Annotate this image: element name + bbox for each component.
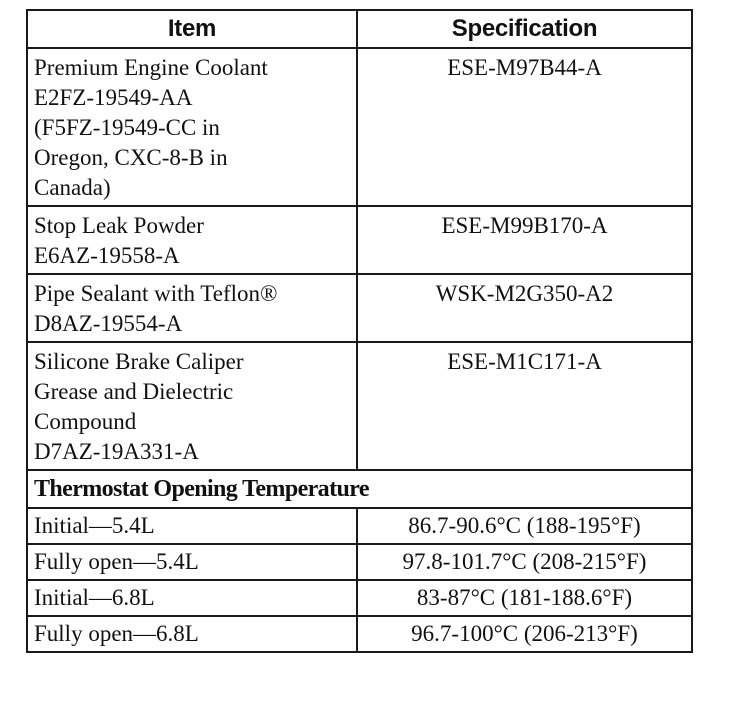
header-item: Item xyxy=(27,10,357,48)
item-cell: Premium Engine Coolant E2FZ-19549-AA (F5FZ-19549-CC in Oregon, CXC-8-B in Canada) xyxy=(27,48,357,206)
spec-cell: 97.8-101.7°C (208-215°F) xyxy=(357,544,692,580)
table-row-temp xyxy=(27,544,692,580)
table-header-row xyxy=(27,10,692,48)
item-cell: Silicone Brake Caliper Grease and Dielectric Compound D7AZ-19A331-A xyxy=(27,342,357,470)
specification-table xyxy=(26,9,693,653)
table-row-brake-grease xyxy=(27,342,692,470)
item-cell: Initial—6.8L xyxy=(27,580,357,616)
item-cell: Fully open—6.8L xyxy=(27,616,357,652)
item-cell: Stop Leak Powder E6AZ-19558-A xyxy=(27,206,357,274)
spec-cell: ESE-M97B44-A xyxy=(357,48,692,206)
spec-cell: 83-87°C (181-188.6°F) xyxy=(357,580,692,616)
spec-cell: WSK-M2G350-A2 xyxy=(357,274,692,342)
spec-cell: 86.7-90.6°C (188-195°F) xyxy=(357,508,692,544)
item-cell: Initial—5.4L xyxy=(27,508,357,544)
item-cell: Pipe Sealant with Teflon® D8AZ-19554-A xyxy=(27,274,357,342)
spec-cell: 96.7-100°C (206-213°F) xyxy=(357,616,692,652)
table-row-pipe-sealant xyxy=(27,274,692,342)
table-row-stop-leak xyxy=(27,206,692,274)
table-row-temp xyxy=(27,616,692,652)
table-row-coolant xyxy=(27,48,692,206)
item-cell: Fully open—5.4L xyxy=(27,544,357,580)
table-row-temp xyxy=(27,580,692,616)
spec-cell: ESE-M99B170-A xyxy=(357,206,692,274)
section-title: Thermostat Opening Temperature xyxy=(27,470,692,508)
section-title-row xyxy=(27,470,692,508)
spec-cell: ESE-M1C171-A xyxy=(357,342,692,470)
table-row-temp xyxy=(27,508,692,544)
header-specification: Specification xyxy=(357,10,692,48)
